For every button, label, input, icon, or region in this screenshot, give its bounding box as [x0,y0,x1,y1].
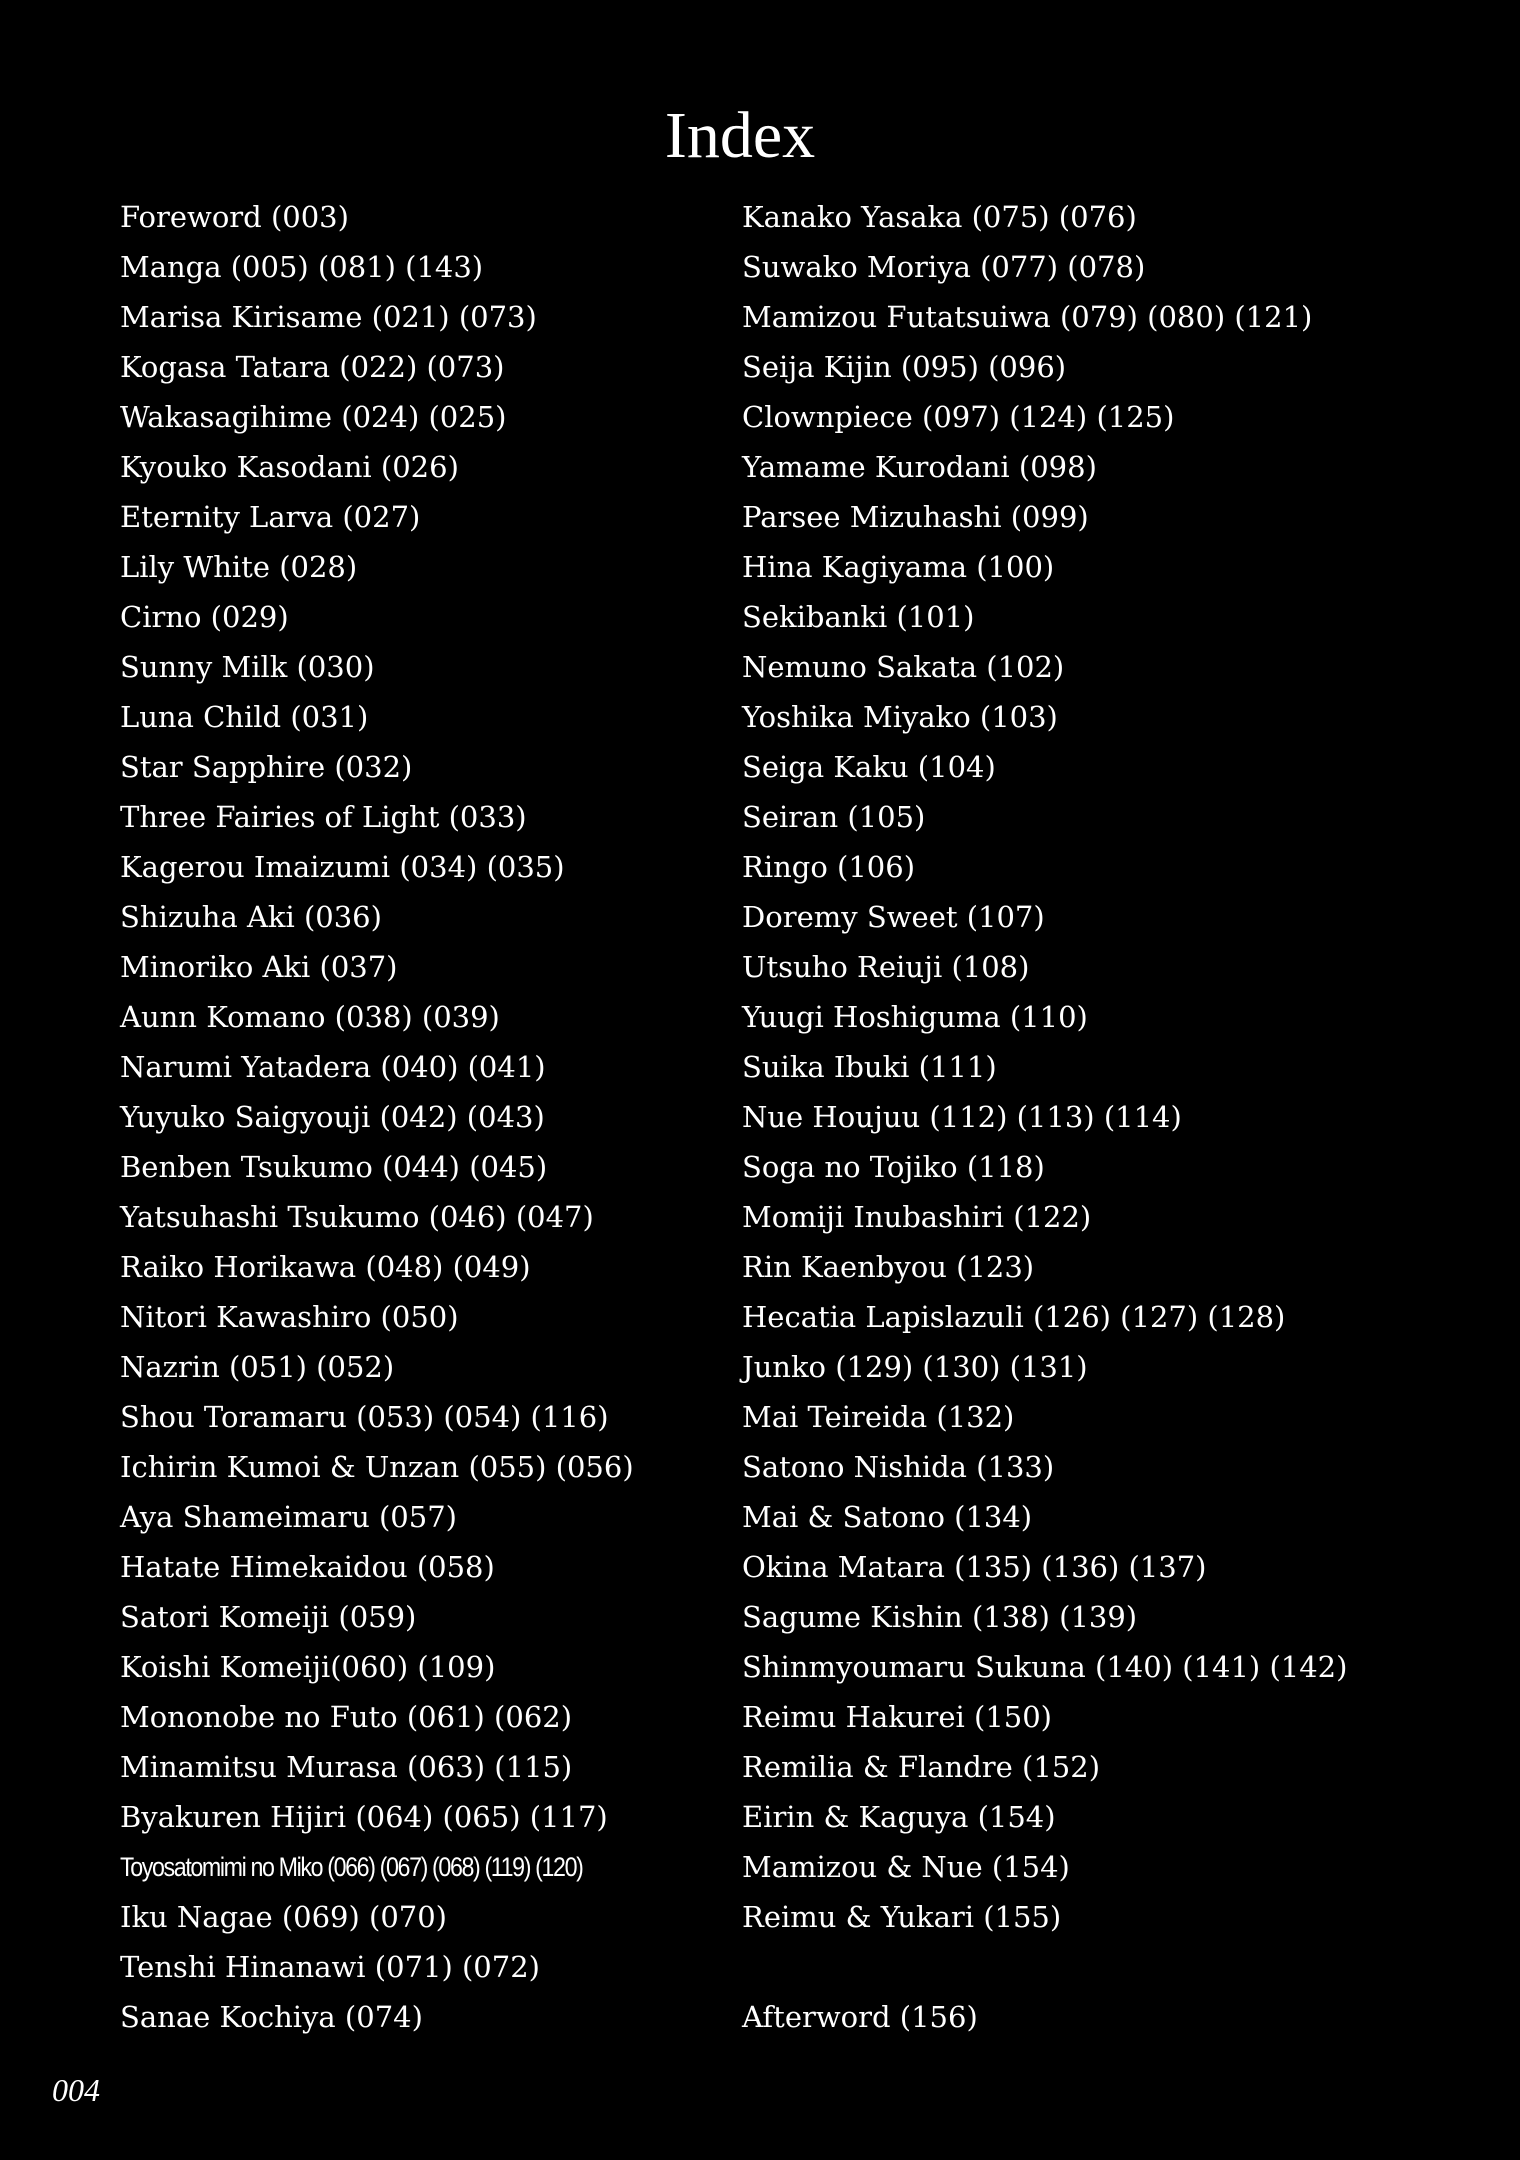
index-entry: Manga (005) (081) (143) [120,250,484,284]
index-entry: Utsuho Reiuji (108) [742,950,1030,984]
index-entry: Hina Kagiyama (100) [742,550,1055,584]
index-entry: Nazrin (051) (052) [120,1350,395,1384]
index-entry: Reimu & Yukari (155) [742,1900,1062,1934]
index-entry: Star Sapphire (032) [120,750,413,784]
index-entry: Luna Child (031) [120,700,369,734]
index-entry: Aunn Komano (038) (039) [120,1000,500,1034]
page-number: 004 [52,2072,100,2108]
index-entry: Doremy Sweet (107) [742,900,1045,934]
index-entry: Shinmyoumaru Sukuna (140) (141) (142) [742,1650,1348,1684]
index-entry: Okina Matara (135) (136) (137) [742,1550,1207,1584]
index-entry: Raiko Horikawa (048) (049) [120,1250,531,1284]
index-entry: Satono Nishida (133) [742,1450,1055,1484]
index-entry: Aya Shameimaru (057) [120,1500,457,1534]
index-entry: Mononobe no Futo (061) (062) [120,1700,573,1734]
index-entry: Cirno (029) [120,600,289,634]
index-entry: Sagume Kishin (138) (139) [742,1600,1138,1634]
index-entry: Reimu Hakurei (150) [742,1700,1052,1734]
index-entry: Satori Komeiji (059) [120,1600,417,1634]
index-entry: Momiji Inubashiri (122) [742,1200,1092,1234]
index-entry: Marisa Kirisame (021) (073) [120,300,537,334]
index-entry: Rin Kaenbyou (123) [742,1250,1035,1284]
index-entry: Hatate Himekaidou (058) [120,1550,495,1584]
index-entry: Yoshika Miyako (103) [742,700,1058,734]
index-entry: Nitori Kawashiro (050) [120,1300,459,1334]
index-entry: Kogasa Tatara (022) (073) [120,350,505,384]
index-entry: Clownpiece (097) (124) (125) [742,400,1175,434]
index-entry: Yatsuhashi Tsukumo (046) (047) [120,1200,594,1234]
index-entry: Three Fairies of Light (033) [120,800,527,834]
index-entry: Nue Houjuu (112) (113) (114) [742,1100,1182,1134]
index-right-column [742,196,1462,2046]
index-entry: Remilia & Flandre (152) [742,1750,1101,1784]
index-entry: Hecatia Lapislazuli (126) (127) (128) [742,1300,1286,1334]
index-entry: Lily White (028) [120,550,358,584]
index-entry: Sanae Kochiya (074) [120,2000,423,2034]
index-entry: Yamame Kurodani (098) [742,450,1097,484]
index-entry: Narumi Yatadera (040) (041) [120,1050,546,1084]
index-entry: Afterword (156) [742,2000,978,2034]
index-entry: Kanako Yasaka (075) (076) [742,200,1137,234]
index-entry: Mamizou & Nue (154) [742,1850,1070,1884]
index-entry: Yuyuko Saigyouji (042) (043) [120,1100,545,1134]
index-entry: Minoriko Aki (037) [120,950,398,984]
index-entry: Sekibanki (101) [742,600,975,634]
index-entry: Ichirin Kumoi & Unzan (055) (056) [120,1450,634,1484]
index-entry: Shou Toramaru (053) (054) (116) [120,1400,609,1434]
index-entry: Suika Ibuki (111) [742,1050,997,1084]
index-entry: Wakasagihime (024) (025) [120,400,507,434]
index-entry: Kagerou Imaizumi (034) (035) [120,850,565,884]
index-entry: Kyouko Kasodani (026) [120,450,459,484]
index-spacer [742,1946,1462,1996]
index-entry: Parsee Mizuhashi (099) [742,500,1089,534]
index-entry: Seija Kijin (095) (096) [742,350,1067,384]
index-entry: Toyosatomimi no Miko (066) (067) (068) (119) (120) [120,1852,583,1882]
index-entry: Eternity Larva (027) [120,500,421,534]
index-entry: Mai & Satono (134) [742,1500,1033,1534]
index-entry: Foreword (003) [120,200,349,234]
index-entry: Nemuno Sakata (102) [742,650,1065,684]
index-entry: Benben Tsukumo (044) (045) [120,1150,548,1184]
index-left-column [120,196,720,2046]
index-entry: Iku Nagae (069) (070) [120,1900,448,1934]
index-entry: Koishi Komeiji(060) (109) [120,1650,496,1684]
index-entry: Seiga Kaku (104) [742,750,996,784]
index-entry: Minamitsu Murasa (063) (115) [120,1750,573,1784]
index-entry: Mai Teireida (132) [742,1400,1015,1434]
index-entry: Byakuren Hijiri (064) (065) (117) [120,1800,608,1834]
index-entry: Suwako Moriya (077) (078) [742,250,1146,284]
page-title: Index [664,99,816,172]
index-entry: Shizuha Aki (036) [120,900,382,934]
index-entry: Eirin & Kaguya (154) [742,1800,1056,1834]
index-entry: Seiran (105) [742,800,926,834]
index-entry: Sunny Milk (030) [120,650,375,684]
index-entry: Ringo (106) [742,850,916,884]
index-entry: Junko (129) (130) (131) [742,1350,1088,1384]
index-entry: Mamizou Futatsuiwa (079) (080) (121) [742,300,1313,334]
index-entry: Tenshi Hinanawi (071) (072) [120,1950,540,1984]
index-entry: Yuugi Hoshiguma (110) [742,1000,1088,1034]
index-entry: Soga no Tojiko (118) [742,1150,1045,1184]
